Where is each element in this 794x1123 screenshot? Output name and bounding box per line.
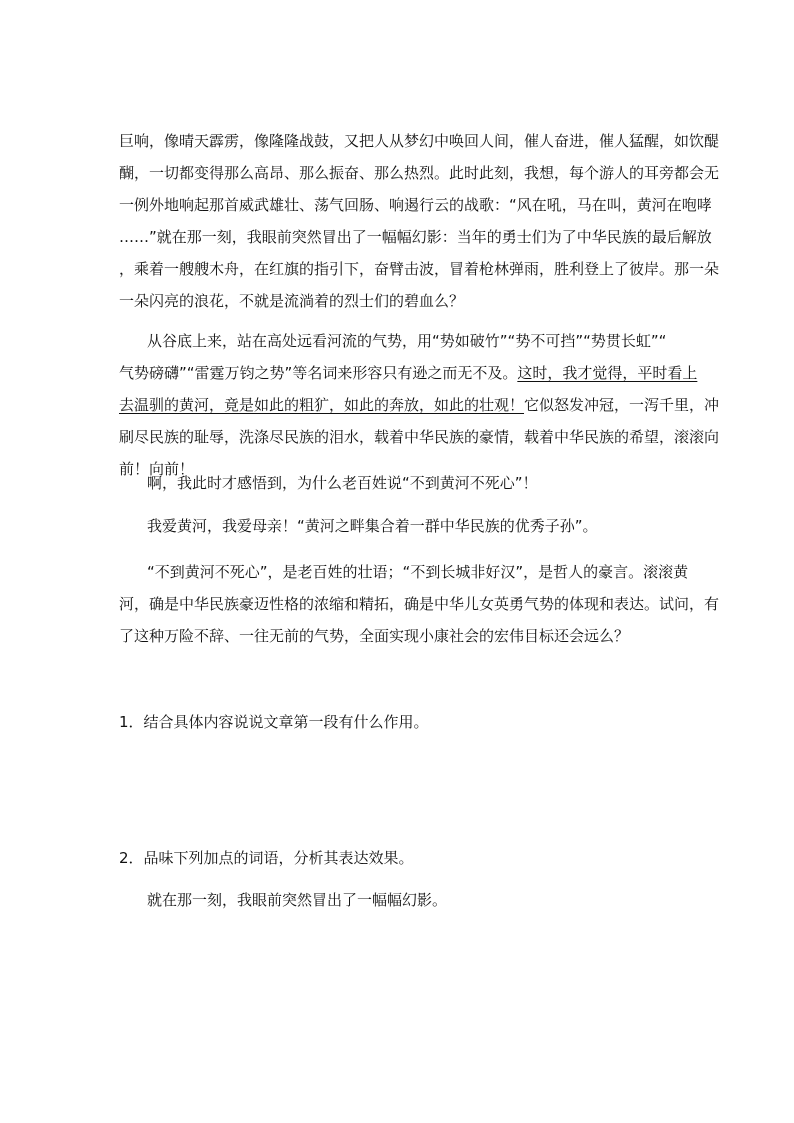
question-1: 1．结合具体内容说说文章第一段有什么作用。 <box>119 713 429 731</box>
paragraph-2-line-1: 从谷底上来，站在高处远看河流的气势，用“势如破竹”“势不可挡”“势贯长虹”“ <box>147 332 667 350</box>
question-2: 2．品味下列加点的词语，分析其表达效果。 <box>119 849 414 867</box>
paragraph-2-line-5: 前！向前！ <box>119 460 195 478</box>
paragraph-1-line-1: 巨响，像晴天霹雳，像隆隆战鼓，又把人从梦幻中唤回人间，催人奋进，催人猛醒，如饮醍 <box>119 132 720 150</box>
paragraph-1-line-6: 一朵闪亮的浪花，不就是流淌着的烈士们的碧血么？ <box>119 292 465 310</box>
paragraph-2-line-3 <box>119 395 719 415</box>
paragraph-4: 我爱黄河，我爱母亲！“黄河之畔集合着一群中华民族的优秀子孙”。 <box>147 517 598 535</box>
paragraph-1-line-2: 醐，一切都变得那么高昂、那么振奋、那么热烈。此时此刻，我想，每个游人的耳旁都会无 <box>119 164 720 182</box>
paragraph-5-line-1: “不到黄河不死心”，是老百姓的壮语；“不到长城非好汉”，是哲人的豪言。滚滚黄 <box>147 563 689 581</box>
paragraph-5-line-2: 河，确是中华民族豪迈性格的浓缩和精拓，确是中华儿女英勇气势的体现和表达。试问，有 <box>119 595 720 613</box>
paragraph-1-line-3: 一例外地响起那首威武雄壮、荡气回肠、响遏行云的战歌：“风在吼，马在叫，黄河在咆哮 <box>119 196 712 214</box>
paragraph-2-line-2 <box>119 363 697 383</box>
paragraph-2-line-2-text: 气势磅礴”“雷霆万钧之势”等名词来形容只有逊之而无不及。 <box>119 364 518 382</box>
paragraph-1-line-5: ，乘着一艘艘木舟，在红旗的指引下，奋臂击波，冒着枪林弹雨，胜利登上了彼岸。那一朵 <box>119 260 720 278</box>
underlined-sentence-part-2: 去温驯的黄河，竟是如此的粗犷，如此的奔放，如此的壮观！ <box>119 396 525 414</box>
paragraph-1-line-4: ……”就在那一刻，我眼前突然冒出了一幅幅幻影：当年的勇士们为了中华民族的最后解放 <box>119 228 712 246</box>
paragraph-5-line-3: 了这种万险不辞、一往无前的气势，全面实现小康社会的宏伟目标还会远么？ <box>119 627 630 645</box>
paragraph-2-line-4: 刷尽民族的耻辱，洗涤尽民族的泪水，载着中华民族的豪情，载着中华民族的希望，滚滚向 <box>119 428 720 446</box>
underlined-sentence-part-1: 这时，我才觉得，平时看上 <box>517 364 698 382</box>
paragraph-3: 啊，我此时才感悟到，为什么老百姓说“不到黄河不死心”！ <box>147 474 538 492</box>
question-2-sentence: 就在那一刻，我眼前突然冒出了一幅幅幻影。 <box>147 891 448 909</box>
paragraph-2-line-3-text: 它似怒发冲冠，一泻千里，冲 <box>524 396 720 414</box>
